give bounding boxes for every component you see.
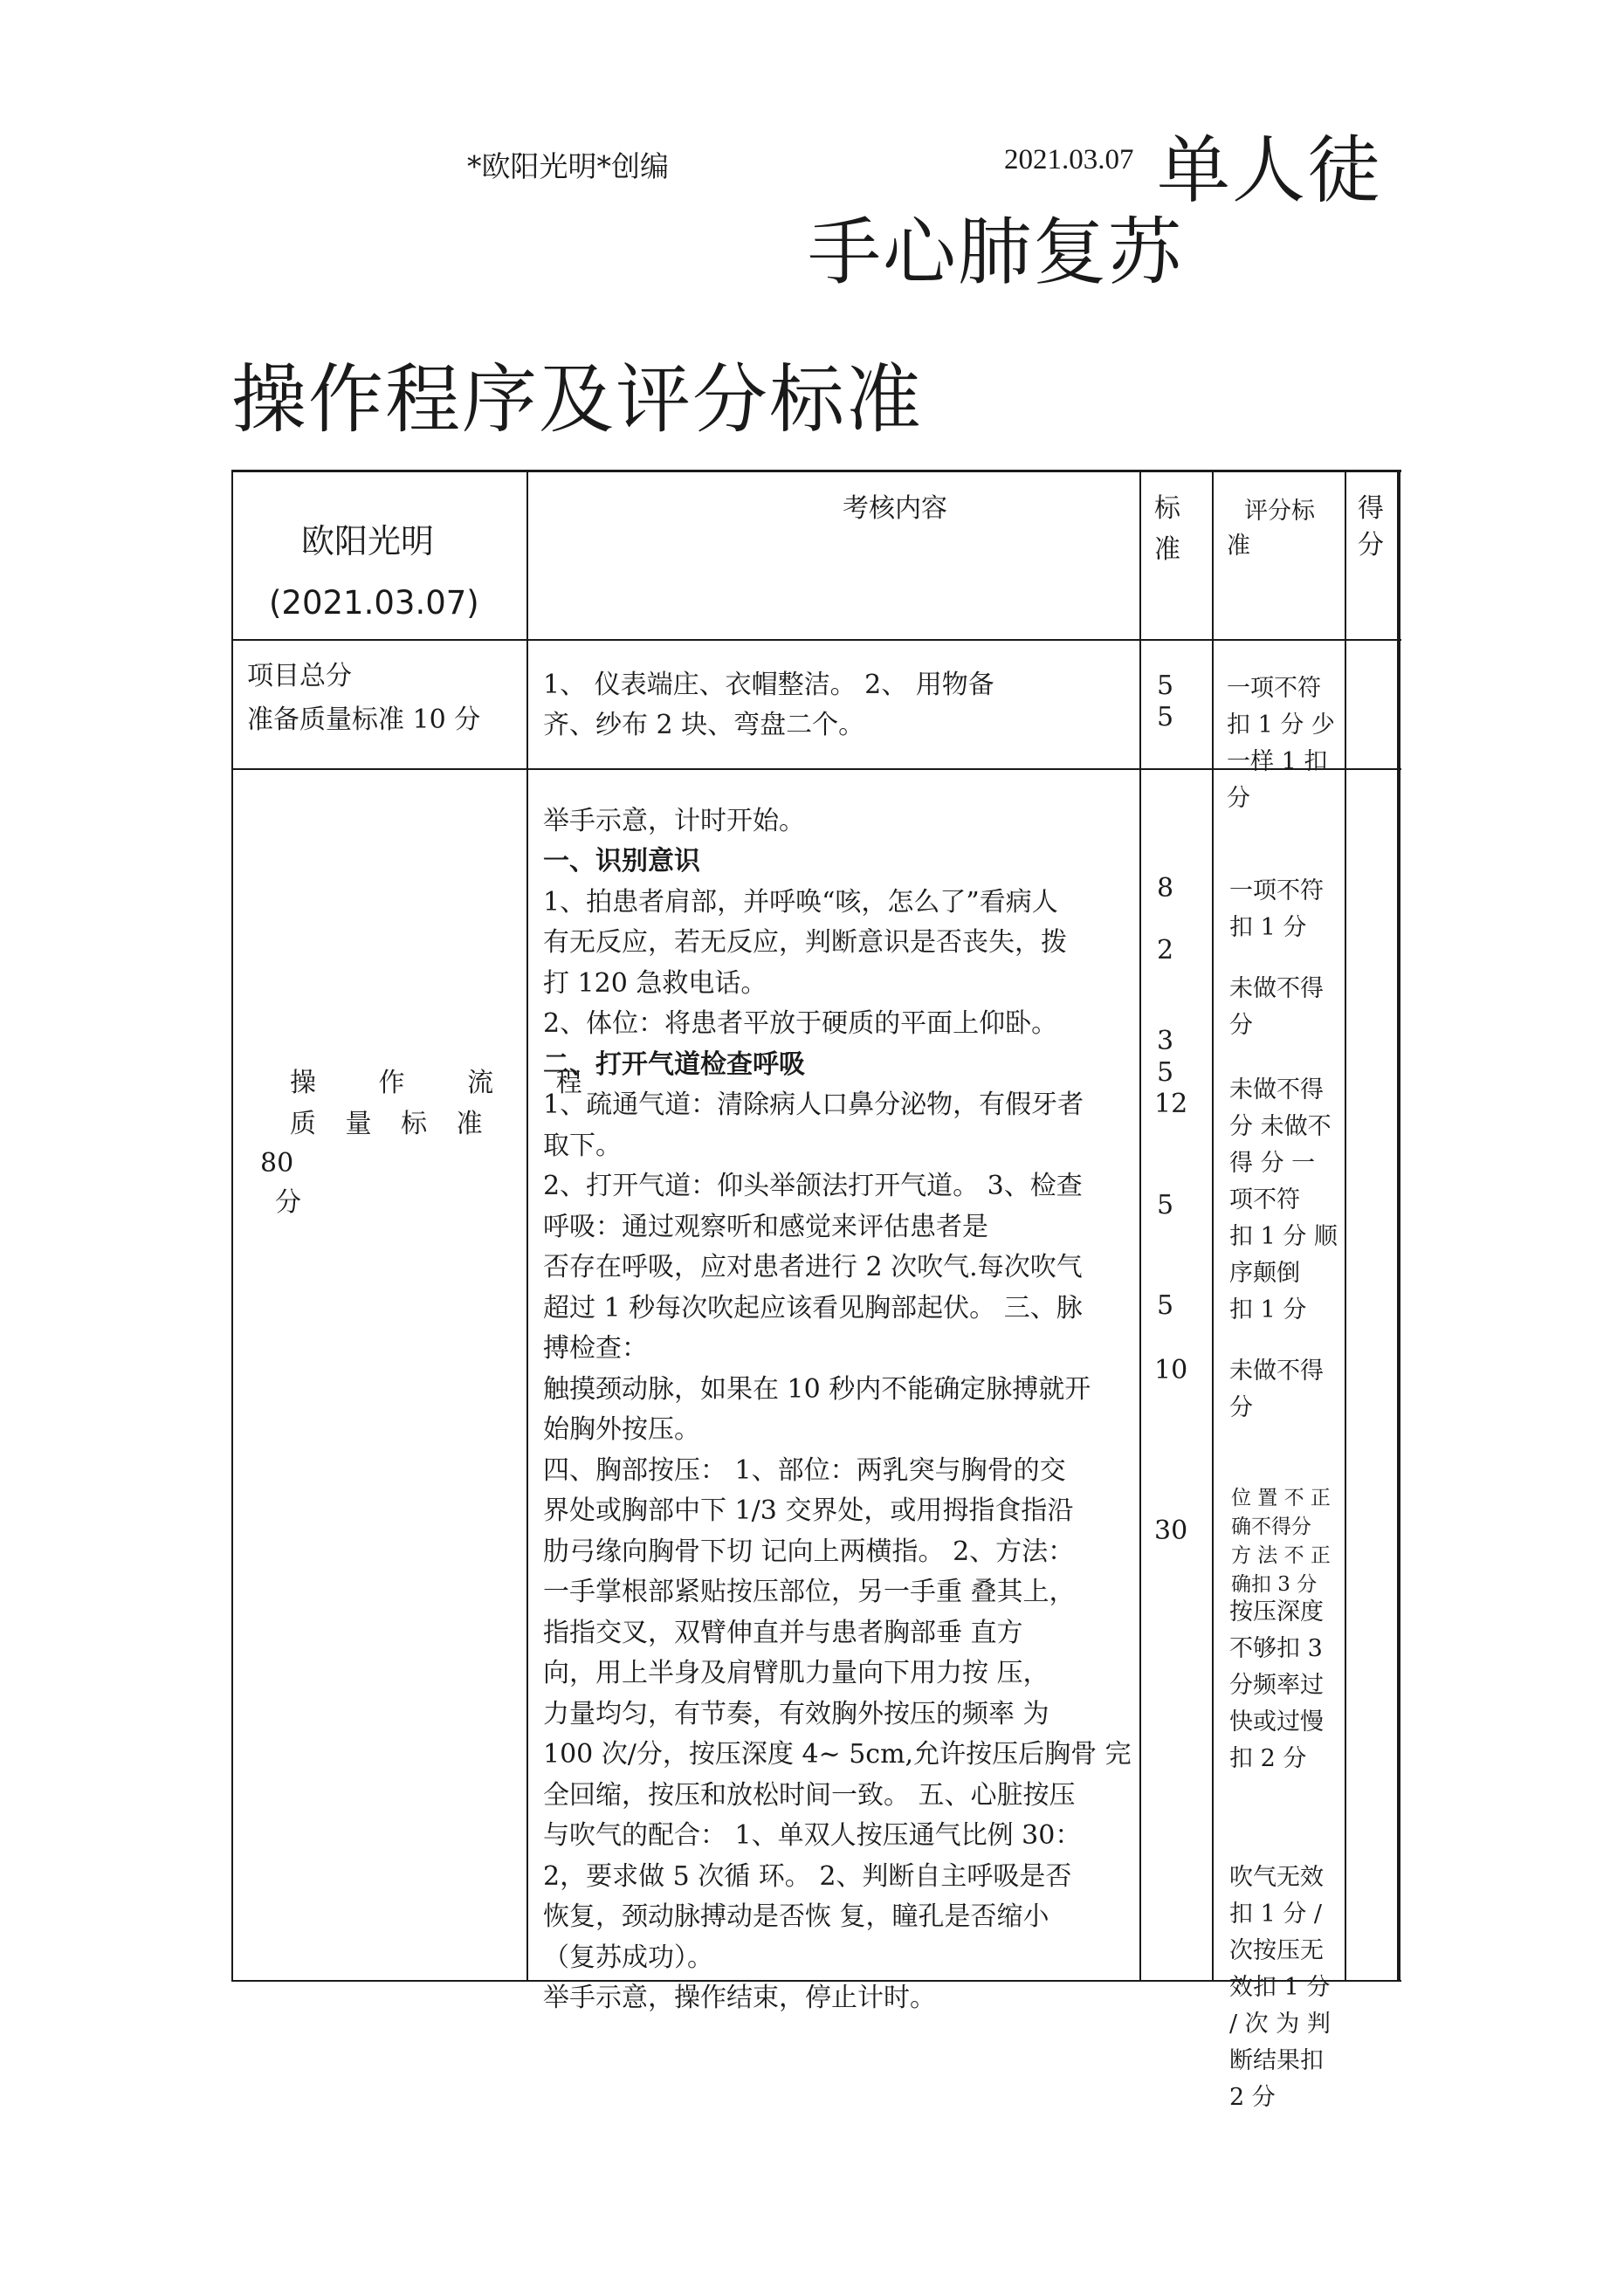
criteria-line: 吹气无效	[1229, 1864, 1324, 1891]
criteria-line: 效扣 1 分	[1229, 1974, 1331, 2001]
content-line: 有无反应，若无反应，判断意识是否丧失，拨	[543, 927, 1067, 958]
criteria-line: 项不符	[1229, 1186, 1300, 1213]
table-col-divider-2	[1139, 470, 1141, 1982]
criteria-line: 一项不符	[1229, 877, 1324, 904]
criteria-line: 不够扣 3	[1229, 1635, 1323, 1662]
criteria-line: 次按压无	[1229, 1937, 1324, 1964]
content-line: 恢复，颈动脉搏动是否恢 复，瞳孔是否缩小	[543, 1901, 1049, 1932]
row1-criteria-line2: 扣 1 分 少	[1227, 711, 1335, 739]
content-line: 打 120 急救电话。	[543, 968, 767, 999]
table-rule-row1	[231, 768, 1401, 770]
criteria-line: 扣 2 分	[1229, 1745, 1307, 1772]
criteria-line: 分频率过	[1229, 1672, 1324, 1699]
content-line: 触摸颈动脉，如果在 10 秒内不能确定脉搏就开	[543, 1374, 1091, 1405]
content-line: 1、拍患者肩部，并呼唤“咳，怎么了”看病人	[543, 887, 1058, 918]
criteria-line: 位 置 不 正	[1231, 1487, 1331, 1509]
row1-criteria-line4: 分	[1227, 785, 1250, 812]
content-line: 举手示意，计时开始。	[543, 806, 805, 836]
row2-col1-line4: 分	[275, 1187, 301, 1218]
content-line: （复苏成功）。	[543, 1942, 713, 1973]
title-part-2: 手心肺复苏	[808, 210, 1184, 295]
score-value: 30	[1154, 1516, 1188, 1546]
content-line: 呼吸：通过观察听和感觉来评估患者是	[543, 1212, 988, 1242]
head-col3-line1: 标	[1154, 493, 1180, 524]
criteria-line: 扣 1 分 /	[1229, 1901, 1323, 1928]
score-value: 5	[1157, 1057, 1174, 1088]
content-line: 与吹气的配合： 1、单双人按压通气比例 30：	[543, 1820, 1082, 1851]
row1-content-line1: 1、 仪表端庄、衣帽整洁。 2、 用物备	[543, 670, 994, 700]
score-value: 10	[1154, 1355, 1188, 1385]
content-line: 全回缩，按压和放松时间一致。 五、心脏按压	[543, 1780, 1076, 1811]
criteria-line: 未做不得	[1229, 1358, 1324, 1385]
criteria-line: 分 未做不	[1229, 1113, 1332, 1140]
content-line: 2、体位：将患者平放于硬质的平面上仰卧。	[543, 1008, 1058, 1039]
criteria-line: 分	[1229, 1012, 1253, 1039]
criteria-line: / 次 为 判	[1229, 2011, 1331, 2038]
content-line: 指指交叉，双臂伸直并与患者胸部垂 直方	[543, 1618, 1023, 1648]
title-part-1: 单人徒	[1157, 127, 1383, 213]
content-line: 力量均匀，有节奏，有效胸外按压的频率 为	[543, 1699, 1049, 1729]
table-col-divider-4	[1345, 470, 1346, 1982]
head-col4-line1: 评分标	[1244, 498, 1315, 525]
criteria-line: 扣 1 分	[1229, 1296, 1307, 1323]
content-heading: 二、打开气道检查呼吸	[543, 1049, 805, 1080]
row2-col1-line2: 质 量 标 准	[290, 1109, 493, 1139]
table-rule-head	[231, 639, 1401, 641]
author-label: *欧阳光明*创编	[467, 149, 669, 183]
score-value: 3	[1157, 1026, 1174, 1056]
criteria-line: 断结果扣	[1229, 2047, 1324, 2074]
criteria-line: 未做不得	[1229, 1076, 1324, 1103]
content-line: 肋弓缘向胸骨下切 记向上两横指。 2、方法：	[543, 1536, 1075, 1567]
row1-col1-line1: 项目总分	[247, 661, 352, 691]
criteria-line: 2 分	[1229, 2084, 1276, 2111]
criteria-line: 扣 1 分	[1229, 914, 1307, 941]
content-line: 举手示意，操作结束，停止计时。	[543, 1983, 936, 2013]
head-col3-line2: 准	[1154, 534, 1180, 565]
row1-score-2: 5	[1157, 702, 1174, 732]
row1-col1-line2: 准备质量标准 10 分	[247, 705, 481, 735]
content-line: 取下。	[543, 1131, 622, 1161]
row1-score-1: 5	[1157, 670, 1174, 701]
content-line: 超过 1 秒每次吹起应该看见胸部起伏。 三、脉	[543, 1293, 1083, 1323]
content-line: 界处或胸部中下 1/3 交界处，或用拇指食指沿	[543, 1495, 1074, 1526]
table-col-divider-3	[1212, 470, 1214, 1982]
row1-criteria-line1: 一项不符	[1227, 675, 1321, 702]
criteria-line: 确不得分	[1231, 1516, 1311, 1538]
title-part-3: 操作程序及评分标准	[231, 356, 923, 443]
score-value: 12	[1154, 1089, 1188, 1119]
content-line: 1、疏通气道：清除病人口鼻分泌物，有假牙者	[543, 1090, 1084, 1120]
criteria-line: 确扣 3 分	[1231, 1573, 1318, 1596]
criteria-line: 得 分 一	[1229, 1150, 1316, 1177]
criteria-line: 未做不得	[1229, 975, 1324, 1002]
content-line: 搏检查：	[543, 1333, 648, 1364]
criteria-line: 分	[1229, 1394, 1253, 1421]
content-line: 2、打开气道：仰头举颌法打开气道。 3、检查	[543, 1171, 1083, 1201]
score-value: 2	[1157, 935, 1174, 966]
criteria-line: 按压深度	[1229, 1598, 1324, 1626]
row2-col1-line3: 80	[260, 1148, 294, 1179]
head-col5-line1: 得	[1358, 493, 1384, 524]
content-line: 100 次/分，按压深度 4~ 5cm,允许按压后胸骨 完	[543, 1739, 1132, 1770]
content-line: 否存在呼吸，应对患者进行 2 次吹气.每次吹气	[543, 1252, 1083, 1282]
head-col2: 考核内容	[843, 493, 947, 524]
content-line: 2，要求做 5 次循 环。 2、判断自主呼吸是否	[543, 1861, 1072, 1892]
content-heading: 一、识别意识	[543, 846, 700, 876]
row2-col1-line1: 操 作 流 程	[290, 1068, 596, 1098]
table-border-left	[231, 470, 233, 1982]
head-col5-line2: 分	[1358, 530, 1384, 560]
score-value: 8	[1157, 873, 1174, 904]
score-value: 5	[1157, 1290, 1174, 1321]
table-border-top	[231, 470, 1401, 472]
head-col4-line2: 准	[1227, 533, 1250, 560]
head-col1-line2: (2021.03.07)	[269, 584, 479, 622]
criteria-line: 方 法 不 正	[1231, 1544, 1331, 1567]
table-border-right	[1397, 470, 1400, 1982]
row1-content-line2: 齐、纱布 2 块、弯盘二个。	[543, 710, 865, 740]
content-line: 四、胸部按压： 1、部位：两乳突与胸骨的交	[543, 1455, 1066, 1486]
content-line: 向，用上半身及肩臂肌力量向下用力按 压，	[543, 1658, 1049, 1688]
criteria-line: 快或过慢	[1229, 1708, 1324, 1736]
content-line: 始胸外按压。	[543, 1414, 700, 1445]
score-value: 5	[1157, 1190, 1174, 1220]
content-line: 一手掌根部紧贴按压部位，另一手重 叠其上，	[543, 1577, 1076, 1607]
table-col-divider-1	[526, 470, 528, 1982]
criteria-line: 序颠倒	[1229, 1260, 1300, 1287]
row1-criteria-line3: 一样 1 扣	[1227, 748, 1328, 775]
date-label: 2021.03.07	[1004, 144, 1134, 175]
head-col1-line1: 欧阳光明	[301, 522, 435, 560]
criteria-line: 扣 1 分 顺	[1229, 1223, 1338, 1250]
